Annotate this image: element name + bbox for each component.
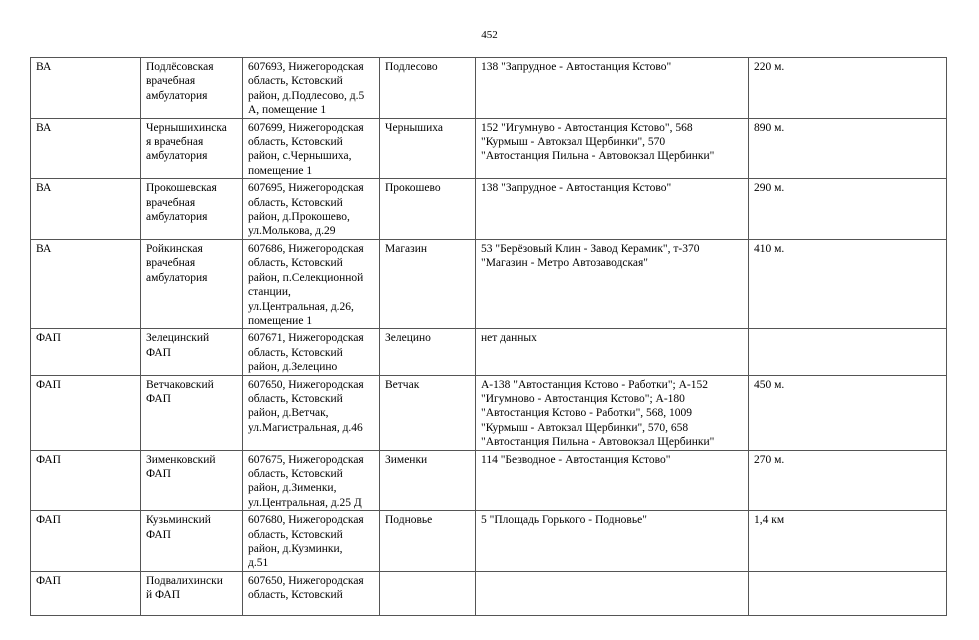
cell-type: ФАП bbox=[31, 375, 141, 450]
cell-distance bbox=[749, 571, 947, 615]
cell-type: ФАП bbox=[31, 329, 141, 375]
cell-address: 607675, Нижегородская область, Кстовский район, д.Зименки, ул.Центральная, д.25 Д bbox=[243, 450, 380, 511]
cell-type: ВА bbox=[31, 179, 141, 240]
cell-name: Чернышихинска я врачебная амбулатория bbox=[141, 118, 243, 179]
cell-name: Прокошевская врачебная амбулатория bbox=[141, 179, 243, 240]
cell-address: 607695, Нижегородская область, Кстовский район, д.Прокошево, ул.Молькова, д.29 bbox=[243, 179, 380, 240]
cell-distance: 1,4 км bbox=[749, 511, 947, 572]
cell-distance: 290 м. bbox=[749, 179, 947, 240]
cell-routes: 53 "Берёзовый Клин - Завод Керамик", т-370 "Магазин - Метро Автозаводская" bbox=[476, 239, 749, 328]
table-row bbox=[31, 58, 947, 119]
cell-stop: Магазин bbox=[380, 239, 476, 328]
cell-address: 607686, Нижегородская область, Кстовский район, п.Селекционной станции, ул.Центральная, д.26, помещение 1 bbox=[243, 239, 380, 328]
cell-name: Кузьминский ФАП bbox=[141, 511, 243, 572]
cell-stop: Зименки bbox=[380, 450, 476, 511]
cell-name: Подлёсовская врачебная амбулатория bbox=[141, 58, 243, 119]
table-row bbox=[31, 329, 947, 375]
cell-routes bbox=[476, 571, 749, 615]
cell-type: ФАП bbox=[31, 571, 141, 615]
cell-address: 607650, Нижегородская область, Кстовский bbox=[243, 571, 380, 615]
cell-distance: 270 м. bbox=[749, 450, 947, 511]
table-row bbox=[31, 118, 947, 179]
cell-routes: нет данных bbox=[476, 329, 749, 375]
cell-name: Зелецинский ФАП bbox=[141, 329, 243, 375]
page-number: 452 bbox=[481, 29, 498, 41]
cell-routes: 138 "Запрудное - Автостанция Кстово" bbox=[476, 58, 749, 119]
cell-routes: 5 "Площадь Горького - Подновье" bbox=[476, 511, 749, 572]
cell-type: ВА bbox=[31, 58, 141, 119]
cell-name: Зименковский ФАП bbox=[141, 450, 243, 511]
cell-address: 607650, Нижегородская область, Кстовский район, д.Ветчак, ул.Магистральная, д.46 bbox=[243, 375, 380, 450]
cell-distance bbox=[749, 329, 947, 375]
cell-name: Ветчаковский ФАП bbox=[141, 375, 243, 450]
table-row bbox=[31, 179, 947, 240]
cell-routes: А-138 "Автостанция Кстово - Работки"; А-152 "Игумново - Автостанция Кстово"; А-180 "Автостанция Кстово - Работки", 568, 1009 "Курмыш - Автокзал Щербинки", 570, 658 "Автостанция Пильна - Автовокзал Щербинки" bbox=[476, 375, 749, 450]
cell-stop: Прокошево bbox=[380, 179, 476, 240]
cell-address: 607680, Нижегородская область, Кстовский район, д.Кузминки, д.51 bbox=[243, 511, 380, 572]
cell-distance: 450 м. bbox=[749, 375, 947, 450]
cell-name: Подвалихински й ФАП bbox=[141, 571, 243, 615]
cell-stop: Подлесово bbox=[380, 58, 476, 119]
cell-stop bbox=[380, 571, 476, 615]
table-row bbox=[31, 375, 947, 450]
table-row bbox=[31, 450, 947, 511]
cell-type: ВА bbox=[31, 239, 141, 328]
cell-stop: Зелецино bbox=[380, 329, 476, 375]
cell-routes: 114 "Безводное - Автостанция Кстово" bbox=[476, 450, 749, 511]
table-row bbox=[31, 511, 947, 572]
cell-type: ВА bbox=[31, 118, 141, 179]
table-row bbox=[31, 239, 947, 328]
cell-type: ФАП bbox=[31, 450, 141, 511]
cell-routes: 138 "Запрудное - Автостанция Кстово" bbox=[476, 179, 749, 240]
cell-routes: 152 "Игумнуво - Автостанция Кстово", 568 "Курмыш - Автокзал Щербинки", 570 "Автостанция Пильна - Автовокзал Щербинки" bbox=[476, 118, 749, 179]
cell-name: Ройкинская врачебная амбулатория bbox=[141, 239, 243, 328]
cell-stop: Ветчак bbox=[380, 375, 476, 450]
table-row bbox=[31, 571, 947, 615]
facilities-table bbox=[30, 57, 947, 616]
cell-stop: Чернышиха bbox=[380, 118, 476, 179]
cell-address: 607671, Нижегородская область, Кстовский район, д.Зелецино bbox=[243, 329, 380, 375]
cell-address: 607699, Нижегородская область, Кстовский район, с.Чернышиха, помещение 1 bbox=[243, 118, 380, 179]
cell-distance: 890 м. bbox=[749, 118, 947, 179]
cell-address: 607693, Нижегородская область, Кстовский район, д.Подлесово, д.5 А, помещение 1 bbox=[243, 58, 380, 119]
cell-distance: 410 м. bbox=[749, 239, 947, 328]
cell-distance: 220 м. bbox=[749, 58, 947, 119]
cell-stop: Подновье bbox=[380, 511, 476, 572]
cell-type: ФАП bbox=[31, 511, 141, 572]
